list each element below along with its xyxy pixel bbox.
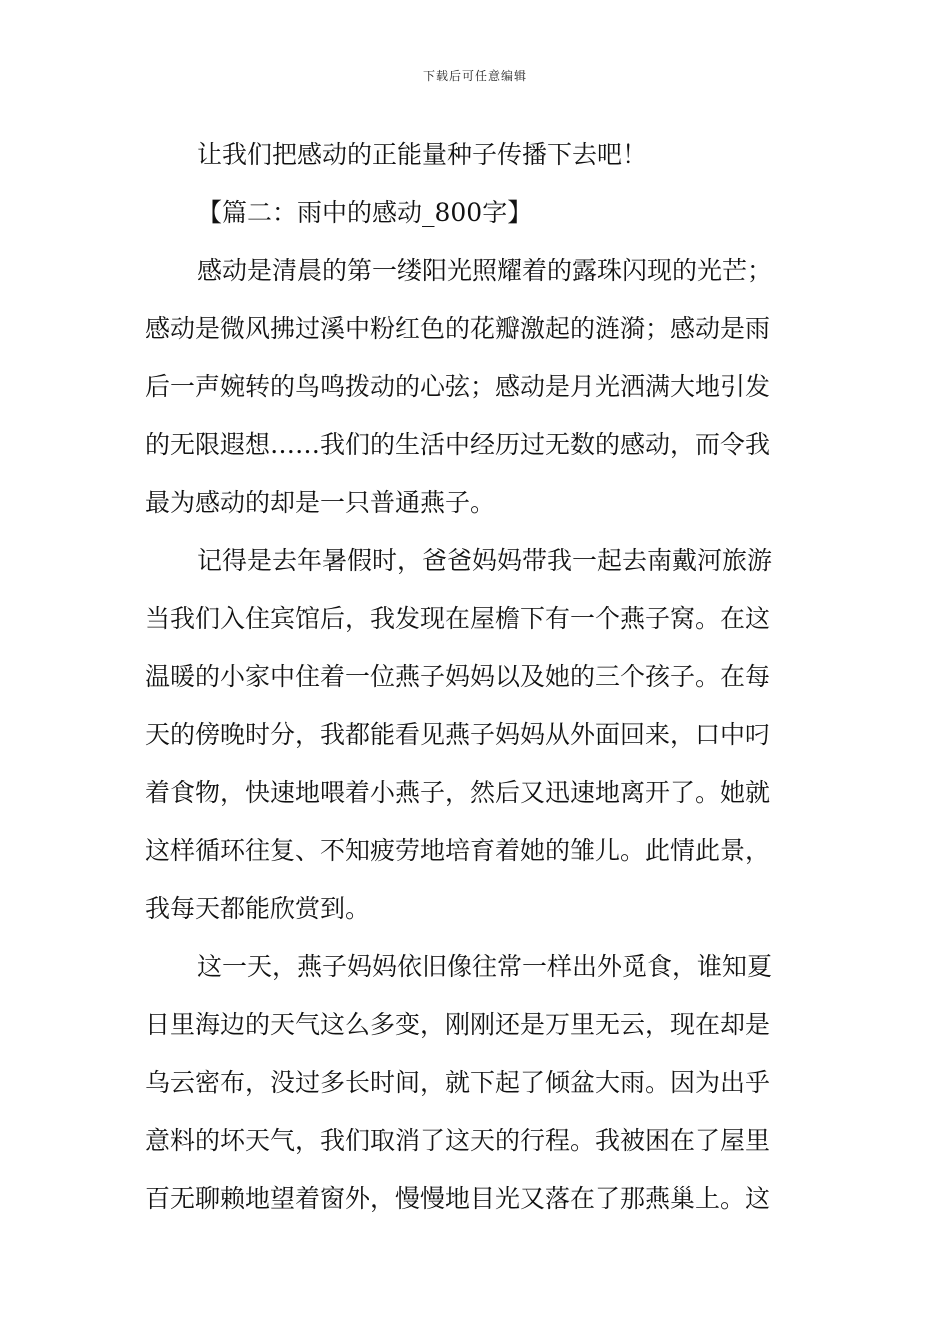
section-title: 【篇二：雨中的感动_800字】 [197, 198, 533, 227]
text-line: 感动是微风拂过溪中粉红色的花瓣激起的涟漪；感动是雨 [145, 314, 771, 343]
text-line: 温暖的小家中住着一位燕子妈妈以及她的三个孩子。在每 [145, 662, 771, 691]
document-body [145, 126, 807, 1228]
text-line: 的无限遐想……我们的生活中经历过无数的感动，而令我 [145, 430, 771, 459]
paragraph-first-line: 记得是去年暑假时，爸爸妈妈带我一起去南戴河旅游 [197, 546, 773, 575]
text-line: 乌云密布，没过多长时间，就下起了倾盆大雨。因为出乎 [145, 1068, 771, 1097]
header-note: 下载后可任意编辑 [422, 69, 527, 83]
text-line: 让我们把感动的正能量种子传播下去吧！ [197, 140, 648, 169]
text-line: 最为感动的却是一只普通燕子。 [145, 488, 496, 517]
text-line: 百无聊赖地望着窗外，慢慢地目光又落在了那燕巢上。这 [145, 1184, 771, 1213]
text-line: 着食物，快速地喂着小燕子，然后又迅速地离开了。她就 [145, 778, 771, 807]
paragraph-first-line: 这一天，燕子妈妈依旧像往常一样出外觅食，谁知夏 [197, 952, 773, 981]
paragraph-first-line: 感动是清晨的第一缕阳光照耀着的露珠闪现的光芒； [197, 256, 773, 285]
text-line: 意料的坏天气，我们取消了这天的行程。我被困在了屋里 [145, 1126, 771, 1155]
text-line: 天的傍晚时分，我都能看见燕子妈妈从外面回来，口中叼 [145, 720, 771, 749]
text-line: 这样循环往复、不知疲劳地培育着她的雏儿。此情此景， [145, 836, 771, 865]
text-line: 后一声婉转的鸟鸣拨动的心弦；感动是月光洒满大地引发 [145, 372, 771, 401]
text-line: 当我们入住宾馆后，我发现在屋檐下有一个燕子窝。在这 [145, 604, 771, 633]
text-line: 日里海边的天气这么多变，刚刚还是万里无云，现在却是 [145, 1010, 771, 1039]
text-line: 我每天都能欣赏到。 [145, 894, 371, 923]
